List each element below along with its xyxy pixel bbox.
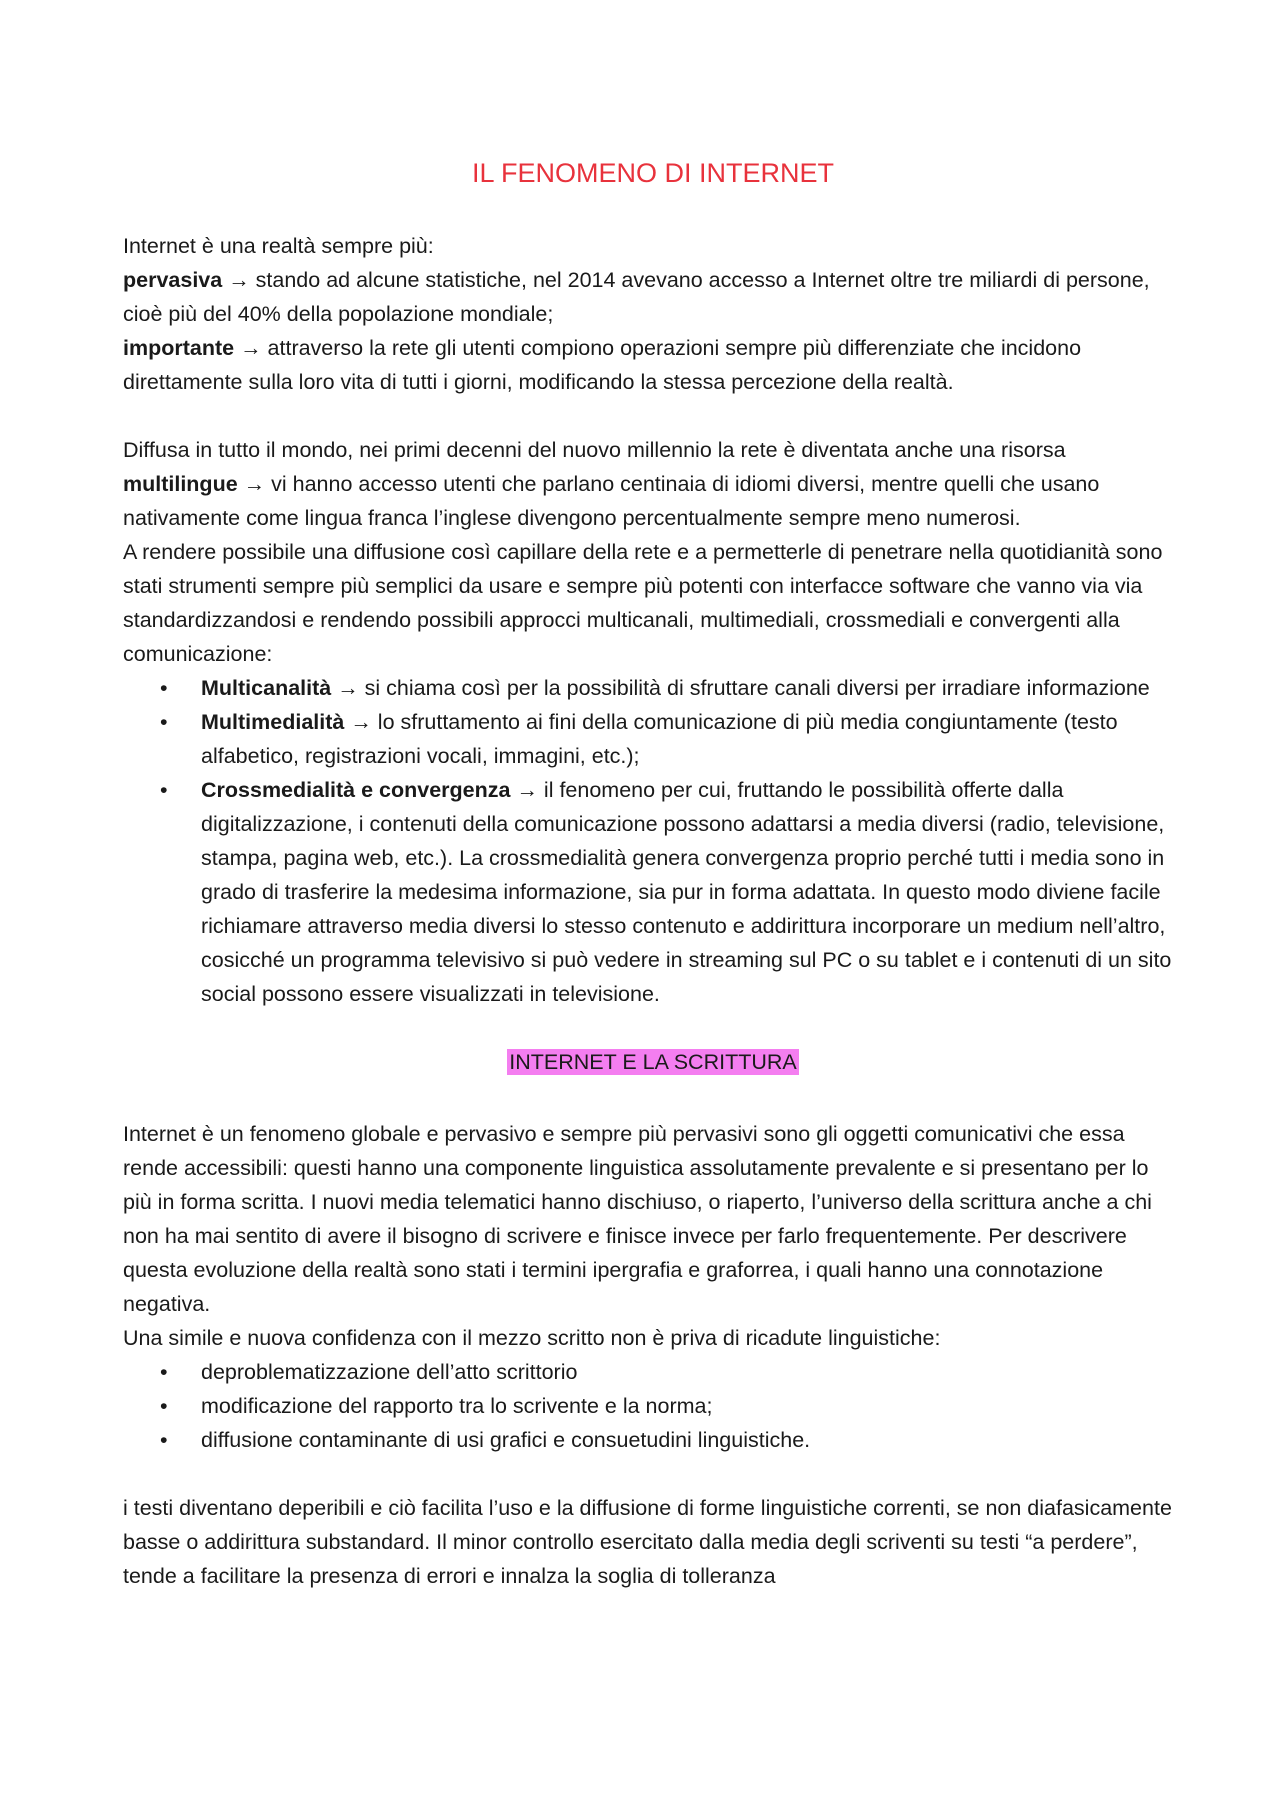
section-heading bbox=[123, 1045, 1183, 1079]
list-item-term: Multimedialità bbox=[201, 710, 345, 734]
bullet-icon: • bbox=[160, 710, 168, 734]
bullet-icon: • bbox=[160, 778, 168, 802]
list-item bbox=[123, 1355, 1183, 1389]
scrittura-paragraph-2: Una simile e nuova confidenza con il mezzo scritto non è priva di ricadute linguistiche: bbox=[123, 1326, 941, 1350]
multilingue-paragraph bbox=[123, 433, 1183, 535]
pervasiva-term: pervasiva bbox=[123, 268, 223, 292]
bullet-icon: • bbox=[160, 1394, 168, 1418]
importante-term: importante bbox=[123, 336, 235, 360]
list-item-text: modificazione del rapporto tra lo scrivente e la norma; bbox=[201, 1394, 713, 1418]
approcci-list bbox=[123, 671, 1183, 1011]
scrittura-paragraph-3: i testi diventano deperibili e ciò facilita l’uso e la diffusione di forme linguistiche correnti, se non diafasicamente basse o addirittura substandard. Il minor controllo esercitato dalla media degli scriventi su testi “a perdere”, tende a facilitare la presenza di errori e innalza la soglia di tolleranza bbox=[123, 1496, 1172, 1588]
bullet-icon: • bbox=[160, 1428, 168, 1452]
pervasiva-text: → stando ad alcune statistiche, nel 2014 avevano accesso a Internet oltre tre miliardi di persone, cioè più del 40% della popolazione mondiale; bbox=[123, 268, 1150, 326]
section-heading-text: INTERNET E LA SCRITTURA bbox=[509, 1050, 797, 1074]
list-item-text: deproblematizzazione dell’atto scrittorio bbox=[201, 1360, 578, 1384]
list-item-text: → il fenomeno per cui, fruttando le possibilità offerte dalla digitalizzazione, i contenuti della comunicazione possono adattarsi a media diversi (radio, televisione, stampa, pagina web, etc.). La crossmedialità genera convergenza proprio perché tutti i media sono in grado di trasferire la medesima informazione, sia pur in forma adattata. In questo modo diviene facile richiamare attraverso media diversi lo stesso contenuto e addirittura incorporare un medium nell’altro, cosicché un programma televisivo si può vedere in streaming sul PC o su tablet e i contenuti di un sito social possono essere visualizzati in televisione. bbox=[201, 778, 1172, 1006]
document-body bbox=[123, 155, 1183, 1593]
list-item-text: → si chiama così per la possibilità di sfruttare canali diversi per irradiare informazione bbox=[331, 676, 1150, 700]
list-item bbox=[123, 705, 1183, 773]
pervasiva-paragraph bbox=[123, 263, 1183, 331]
list-item-term: Crossmedialità e convergenza bbox=[201, 778, 511, 802]
ricadute-list bbox=[123, 1355, 1183, 1457]
multilingue-term: multilingue bbox=[123, 472, 238, 496]
multilingue-after: → vi hanno accesso utenti che parlano centinaia di idiomi diversi, mentre quelli che usano nativamente come lingua franca l’inglese divengono percentualmente sempre meno numerosi. bbox=[123, 472, 1100, 530]
list-item-text: → lo sfruttamento ai fini della comunicazione di più media congiuntamente (testo alfabetico, registrazioni vocali, immagini, etc.); bbox=[201, 710, 1118, 768]
importante-text: → attraverso la rete gli utenti compiono operazioni sempre più differenziate che incidono direttamente sulla loro vita di tutti i giorni, modificando la stessa percezione della realtà. bbox=[123, 336, 1082, 394]
intro-lead: Internet è una realtà sempre più: bbox=[123, 234, 434, 258]
list-item-term: Multicanalità bbox=[201, 676, 332, 700]
diffusione-paragraph: A rendere possibile una diffusione così capillare della rete e a permetterle di penetrare nella quotidianità sono stati strumenti sempre più semplici da usare e sempre più potenti con interfacce software che vanno via via standardizzandosi e rendendo possibili approcci multicanali, multimediali, crossmediali e convergenti alla comunicazione: bbox=[123, 540, 1163, 666]
list-item bbox=[123, 671, 1183, 705]
bullet-icon: • bbox=[160, 1360, 168, 1384]
list-item bbox=[123, 773, 1183, 1011]
page-title: IL FENOMENO DI INTERNET bbox=[471, 158, 835, 188]
list-item bbox=[123, 1389, 1183, 1423]
multilingue-before: Diffusa in tutto il mondo, nei primi decenni del nuovo millennio la rete è diventata anche una risorsa bbox=[123, 438, 1066, 462]
spacer bbox=[123, 1457, 1183, 1491]
spacer bbox=[123, 399, 1183, 433]
scrittura-paragraph-1: Internet è un fenomeno globale e pervasivo e sempre più pervasivi sono gli oggetti comunicativi che essa rende accessibili: questi hanno una componente linguistica assolutamente prevalente e si presentano per lo più in forma scritta. I nuovi media telematici hanno dischiuso, o riaperto, l’universo della scrittura anche a chi non ha mai sentito di avere il bisogno di scrivere e finisce invece per farlo frequentemente. Per descrivere questa evoluzione della realtà sono stati i termini ipergrafia e graforrea, i quali hanno una connotazione negativa. bbox=[123, 1122, 1152, 1316]
bullet-icon: • bbox=[160, 676, 168, 700]
list-item-text: diffusione contaminante di usi grafici e consuetudini linguistiche. bbox=[201, 1428, 811, 1452]
list-item bbox=[123, 1423, 1183, 1457]
importante-paragraph bbox=[123, 331, 1183, 399]
